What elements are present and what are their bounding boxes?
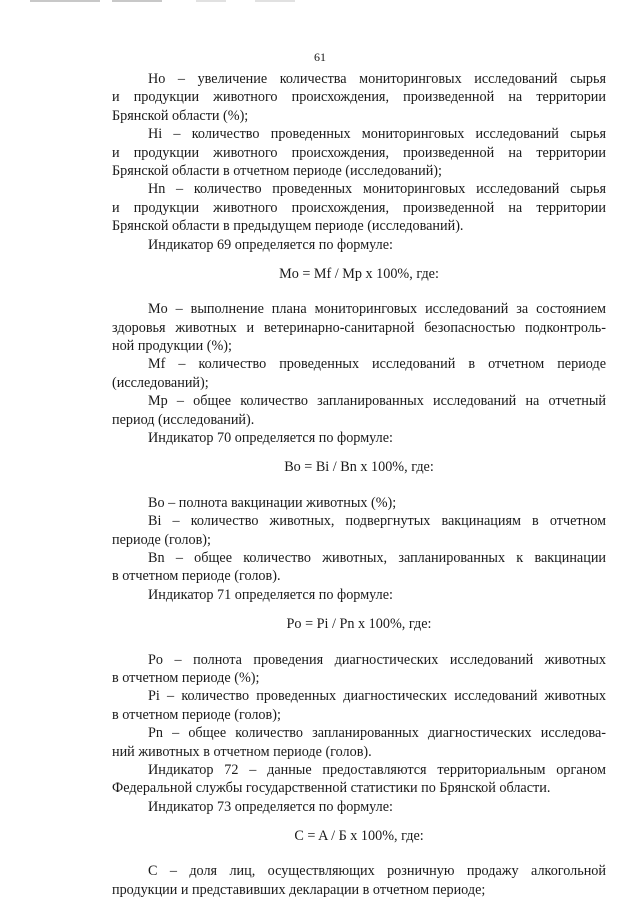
paragraph: [112, 798, 606, 816]
paragraph: [112, 724, 606, 761]
text-line: Pi – количество проведенных диагностических исследований животных: [148, 688, 606, 705]
text-line: периоде (голов);: [112, 531, 211, 548]
text-line: ний животных в отчетном периоде (голов).: [112, 743, 372, 760]
scan-artifact-mark: [112, 0, 162, 2]
page-number: 61: [314, 50, 326, 64]
text-line: Mp – общее количество запланированных исследований на отчетный: [148, 393, 606, 410]
paragraph: [112, 761, 606, 798]
text-line: в отчетном периоде (голов).: [112, 568, 281, 585]
text-line: Bo – полнота вакцинации животных (%);: [148, 494, 397, 511]
text-line: Bn – общее количество животных, запланированных к вакцинации: [148, 549, 606, 566]
scan-artifact-mark: [30, 0, 100, 2]
text-line: ной продукции (%);: [112, 338, 232, 355]
paragraph: [112, 180, 606, 235]
formula: Po = Pi / Pn x 100%, где:: [286, 616, 432, 633]
text-line: и продукции животного происхождения, произведенной на территории: [112, 144, 606, 161]
paragraph: [112, 125, 606, 180]
text-line: Hi – количество проведенных мониторинговых исследований сырья: [148, 126, 606, 143]
paragraph: [112, 549, 606, 586]
text-line: Hn – количество проведенных мониторинговых исследований сырья: [148, 181, 606, 198]
paragraph: [112, 512, 606, 549]
paragraph: [112, 687, 606, 724]
text-line: Индикатор 71 определяется по формуле:: [148, 586, 393, 603]
text-line: Брянской области в отчетном периоде (исследований);: [112, 162, 442, 179]
paragraph: [112, 651, 606, 688]
text-line: Mo – выполнение плана мониторинговых исследований за состоянием: [148, 301, 606, 318]
text-line: Индикатор 73 определяется по формуле:: [148, 798, 393, 815]
paragraph: [112, 494, 606, 512]
text-line: и продукции животного происхождения, произведенной на территории: [112, 89, 606, 106]
text-line: продукции и представивших декларации в отчетном периоде;: [112, 881, 486, 898]
paragraph: [112, 862, 606, 899]
paragraph: [112, 586, 606, 604]
scan-artifact-mark: [255, 0, 295, 2]
paragraph: [112, 392, 606, 429]
formula: Bo = Bi / Bn x 100%, где:: [284, 459, 434, 476]
text-line: Федеральной службы государственной статистики по Брянской области.: [112, 780, 551, 797]
text-line: Pn – общее количество запланированных диагностических исследова-: [148, 725, 606, 742]
text-line: в отчетном периоде (%);: [112, 669, 260, 686]
formula: C = A / Б x 100%, где:: [294, 828, 424, 845]
paragraph: [112, 355, 606, 392]
text-line: здоровья животных и ветеринарно-санитарной безопасностью подконтроль-: [112, 319, 606, 336]
text-line: Индикатор 72 – данные предоставляются территориальным органом: [148, 761, 606, 778]
paragraph: [112, 70, 606, 125]
text-line: и продукции животного происхождения, произведенной на территории: [112, 199, 606, 216]
text-line: в отчетном периоде (голов);: [112, 706, 281, 723]
scan-artifact-mark: [196, 0, 226, 2]
text-line: Mf – количество проведенных исследований в отчетном периоде: [148, 356, 606, 373]
text-line: период (исследований).: [112, 411, 255, 428]
paragraph: [112, 300, 606, 355]
text-line: Индикатор 70 определяется по формуле:: [148, 430, 393, 447]
formula: Mo = Mf / Mp x 100%, где:: [279, 265, 439, 282]
text-line: (исследований);: [112, 374, 209, 391]
paragraph: [112, 236, 606, 254]
text-line: Po – полнота проведения диагностических исследований животных: [148, 651, 606, 668]
text-line: Ho – увеличение количества мониторинговых исследований сырья: [148, 71, 606, 87]
document-body: [112, 70, 606, 899]
text-line: Брянской области в предыдущем периоде (исследований).: [112, 218, 464, 235]
text-line: Bi – количество животных, подвергнутых вакцинациям в отчетном: [148, 513, 606, 530]
text-line: Индикатор 69 определяется по формуле:: [148, 236, 393, 253]
text-line: C – доля лиц, осуществляющих розничную продажу алкогольной: [148, 863, 606, 880]
paragraph: [112, 429, 606, 447]
text-line: Брянской области (%);: [112, 107, 249, 124]
